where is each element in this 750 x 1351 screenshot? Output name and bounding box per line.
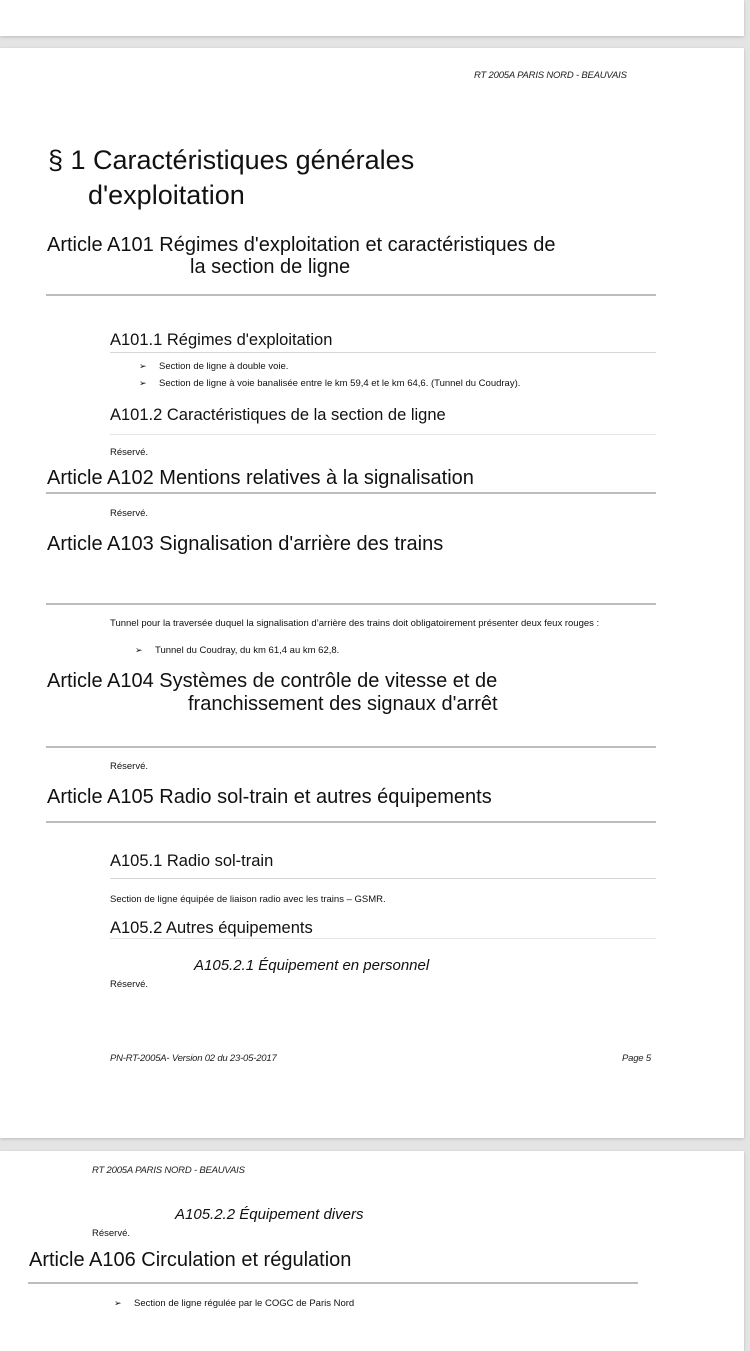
article-a104-title-line2: franchissement des signaux d'arrêt <box>188 693 498 715</box>
heading-rule <box>46 746 656 748</box>
heading-rule <box>28 1282 638 1284</box>
heading-rule <box>46 603 656 605</box>
article-a104-title-line1: Article A104 Systèmes de contrôle de vitesse et de <box>47 670 498 692</box>
bullet-item: ➢ Tunnel du Coudray, du km 61,4 au km 62,8. <box>135 645 340 656</box>
article-a101-title-line1: Article A101 Régimes d'exploitation et caractéristiques de <box>47 234 556 256</box>
subsection-a105-2-1-title: A105.2.1 Équipement en personnel <box>194 957 430 974</box>
document-page-6 <box>0 1151 744 1351</box>
bullet-item: ➢ Section de ligne à double voie. <box>139 361 289 372</box>
arrow-bullet-icon: ➢ <box>139 378 147 388</box>
arrow-bullet-icon: ➢ <box>135 645 143 655</box>
article-a105-title: Article A105 Radio sol-train et autres équipements <box>47 786 492 808</box>
running-header: RT 2005A PARIS NORD - BEAUVAIS <box>92 1165 245 1176</box>
reserved-text: Réservé. <box>110 761 149 772</box>
subheading-rule <box>110 434 656 435</box>
subsection-a105-2-title: A105.2 Autres équipements <box>110 919 313 937</box>
section-title-line2: d'exploitation <box>88 180 245 210</box>
footer-page-number: Page 5 <box>622 1053 651 1064</box>
bullet-item: ➢ Section de ligne à voie banalisée entre le km 59,4 et le km 64,6. (Tunnel du Coudray). <box>139 378 521 389</box>
subheading-rule <box>110 352 656 353</box>
article-a106-title: Article A106 Circulation et régulation <box>29 1249 352 1271</box>
subsection-a105-2-2-title: A105.2.2 Équipement divers <box>175 1206 364 1223</box>
bullet-item: ➢ Section de ligne régulée par le COGC de Paris Nord <box>114 1298 355 1309</box>
subheading-rule <box>110 878 656 879</box>
document-page-5 <box>0 48 744 1138</box>
article-a105-1-text: Section de ligne équipée de liaison radio avec les trains – GSMR. <box>110 894 386 905</box>
subsection-a101-2-title: A101.2 Caractéristiques de la section de ligne <box>110 406 446 424</box>
subsection-a101-1-title: A101.1 Régimes d'exploitation <box>110 331 333 349</box>
article-a102-title: Article A102 Mentions relatives à la signalisation <box>47 467 474 489</box>
reserved-text: Réservé. <box>110 979 149 990</box>
subsection-a105-1-title: A105.1 Radio sol-train <box>110 852 274 870</box>
arrow-bullet-icon: ➢ <box>114 1298 122 1308</box>
arrow-bullet-icon: ➢ <box>139 361 147 371</box>
article-a103-title: Article A103 Signalisation d'arrière des trains <box>47 533 444 555</box>
reserved-text: Réservé. <box>92 1228 131 1239</box>
heading-rule <box>46 492 656 494</box>
running-header: RT 2005A PARIS NORD - BEAUVAIS <box>474 70 627 81</box>
heading-rule <box>46 821 656 823</box>
article-a101-title-line2: la section de ligne <box>190 256 351 278</box>
reserved-text: Réservé. <box>110 447 149 458</box>
subheading-rule <box>110 938 656 939</box>
previous-page <box>0 0 744 36</box>
article-a103-text: Tunnel pour la traversée duquel la signalisation d’arrière des trains doit obligatoirement présenter deux feux rouges : <box>110 618 600 629</box>
heading-rule <box>46 294 656 296</box>
reserved-text: Réservé. <box>110 508 149 519</box>
section-title-line1: § 1 Caractéristiques générales <box>48 145 415 175</box>
footer-document-reference: PN-RT-2005A- Version 02 du 23-05-2017 <box>110 1053 277 1064</box>
